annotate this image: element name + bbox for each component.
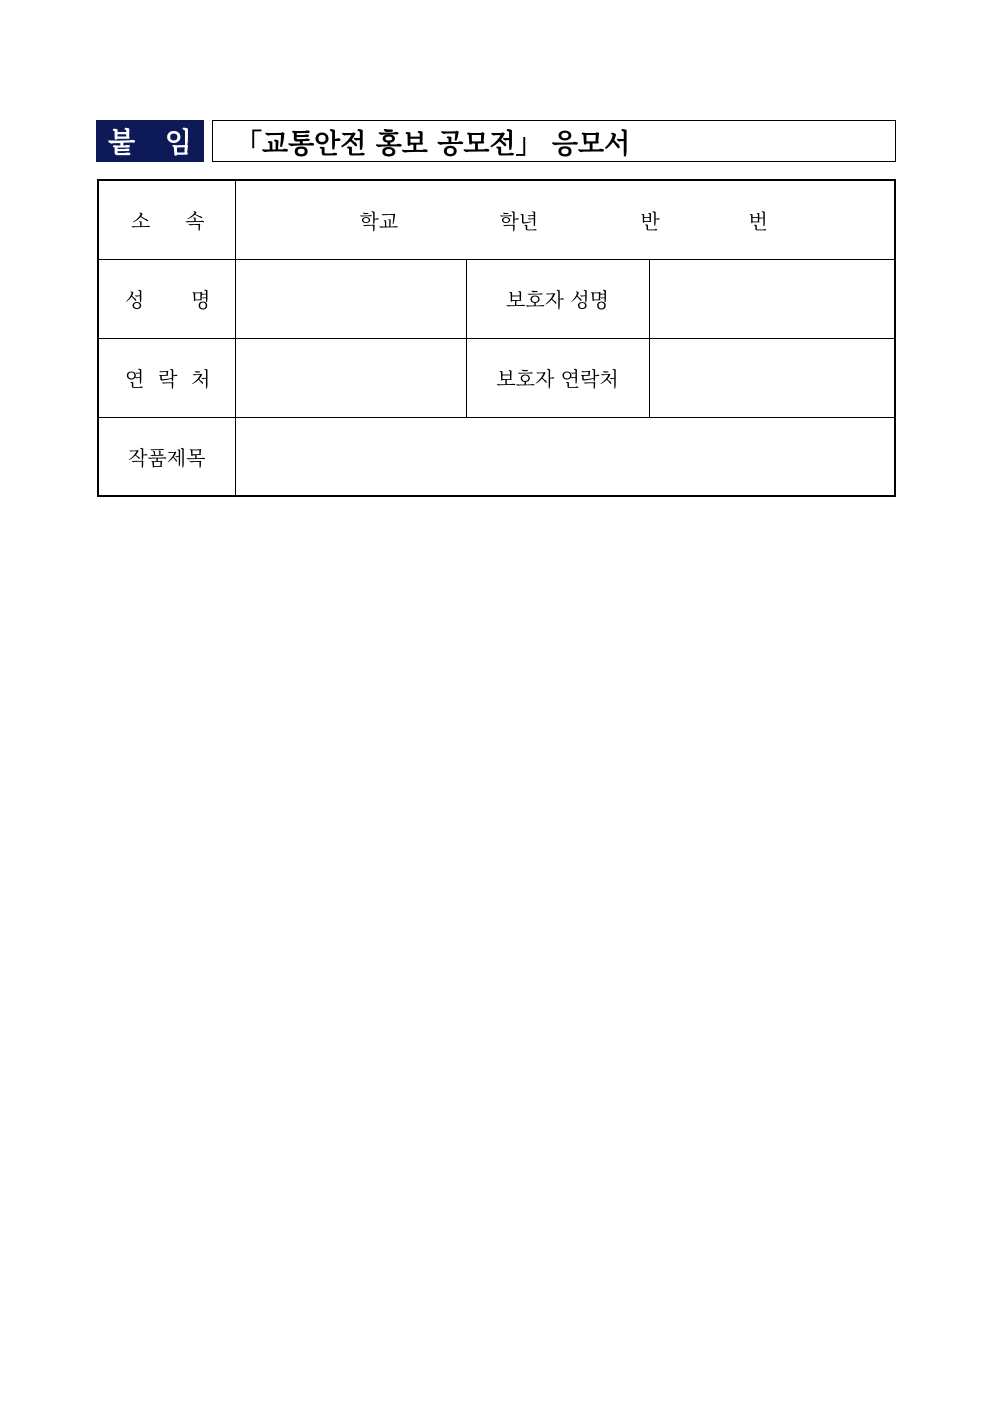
name-label-char: 성 (125, 288, 145, 312)
guardian-contact-label: 보호자 연락처 (466, 338, 649, 417)
affiliation-label-char: 속 (185, 209, 205, 234)
school-label: 학교 (359, 209, 399, 234)
guardian-contact-value[interactable] (649, 338, 895, 417)
work-title-label: 작품제목 (98, 417, 235, 496)
contact-label-char: 락 (158, 367, 178, 391)
contact-label-char: 처 (191, 367, 211, 391)
attachment-badge: 붙 임 (96, 120, 204, 162)
name-value[interactable] (235, 259, 466, 338)
contact-value[interactable] (235, 338, 466, 417)
form-title: 「교통안전 홍보 공모전」 응모서 (212, 120, 896, 162)
class-label: 반 (640, 209, 660, 234)
work-title-row (98, 417, 895, 496)
affiliation-label (98, 180, 235, 259)
number-label: 번 (748, 209, 768, 234)
guardian-name-label: 보호자 성명 (466, 259, 649, 338)
affiliation-row (98, 180, 895, 259)
name-label (98, 259, 235, 338)
name-row (98, 259, 895, 338)
name-label-char: 명 (191, 288, 211, 312)
affiliation-value[interactable] (235, 180, 895, 259)
guardian-name-value[interactable] (649, 259, 895, 338)
attachment-header (96, 120, 896, 162)
affiliation-label-char: 소 (131, 209, 151, 234)
contact-row (98, 338, 895, 417)
work-title-value[interactable] (235, 417, 895, 496)
application-form-table (97, 179, 896, 497)
contact-label (98, 338, 235, 417)
contact-label-char: 연 (125, 367, 145, 391)
grade-label: 학년 (499, 209, 539, 234)
